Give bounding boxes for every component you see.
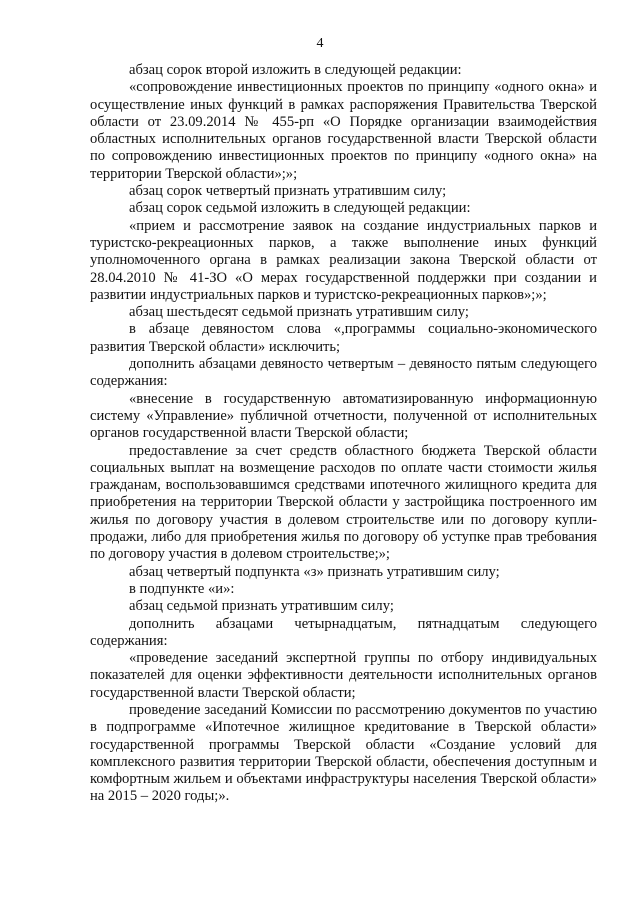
paragraph: «внесение в государственную автоматизированную информационную систему «Управление» публичной отчетности, полученной от исполнительных органов государственной власти Тверской области; [90, 390, 597, 442]
paragraph: абзац сорок второй изложить в следующей редакции: [129, 62, 462, 78]
paragraph: «сопровождение инвестиционных проектов по принципу «одного окна» и осуществление иных функций в рамках распоряжения Правительства Тверской области от 23.09.2014 № 455-рп «О Порядке организации взаимодействия областных исполнительных органов государственной власти Тверской области по сопровождению инвестиционных проектов по принципу «одного окна» на территории Тверской области»;»; [90, 79, 597, 182]
paragraph: дополнить абзацами девяносто четвертым – девяносто пятым следующего содержания: [90, 356, 597, 390]
document-body [90, 62, 597, 806]
page-number: 4 [316, 36, 324, 51]
paragraph: в подпункте «и»: [129, 580, 235, 597]
paragraph: проведение заседаний Комиссии по рассмотрению документов по участию в подпрограмме «Ипотечное жилищное кредитование в Тверской области» государственной программы Тверской области «Создание условий для комплексного развития территории Тверской области, обеспечения доступным и комфортным жильем и объектами инфраструктуры населения Тверской области» на 2015 – 2020 годы;». [90, 701, 597, 805]
paragraph: абзац четвертый подпункта «з» признать утратившим силу; [129, 563, 500, 580]
paragraph: «прием и рассмотрение заявок на создание индустриальных парков и туристско-рекреационных парков, а также выполнение иных функций уполномоченного органа в рамках реализации закона Тверской области от 28.04.2010 № 41-ЗО «О мерах государственной поддержки при создании и развитии индустриальных парков и туристско-рекреационных парков»;»; [90, 217, 597, 303]
paragraph: «проведение заседаний экспертной группы по отбору индивидуальных показателей для оценки эффективности деятельности исполнительных органов государственной власти Тверской области; [90, 650, 597, 701]
paragraph: дополнить абзацами четырнадцатым, пятнадцатым следующего содержания: [90, 615, 597, 649]
paragraph: абзац сорок четвертый признать утратившим силу; [129, 183, 447, 200]
paragraph: абзац шестьдесят седьмой признать утратившим силу; [129, 304, 469, 321]
paragraph: абзац седьмой признать утратившим силу; [129, 598, 394, 615]
paragraph: в абзаце девяностом слова «,программы социально-экономического развития Тверской области» исключить; [90, 321, 597, 355]
paragraph: абзац сорок седьмой изложить в следующей редакции: [129, 200, 471, 217]
paragraph: предоставление за счет средств областного бюджета Тверской области социальных выплат на возмещение расходов по оплате части стоимости жилья гражданам, воспользовавшимся средствами ипотечного жилищного кредита для приобретения на территории Тверской области у застройщика построенного им жилья по договору участия в долевом строительстве или по договору купли-продажи, либо для приобретения жилья по договору об уступке прав требования по договору участия в долевом строительстве;»; [90, 442, 597, 563]
